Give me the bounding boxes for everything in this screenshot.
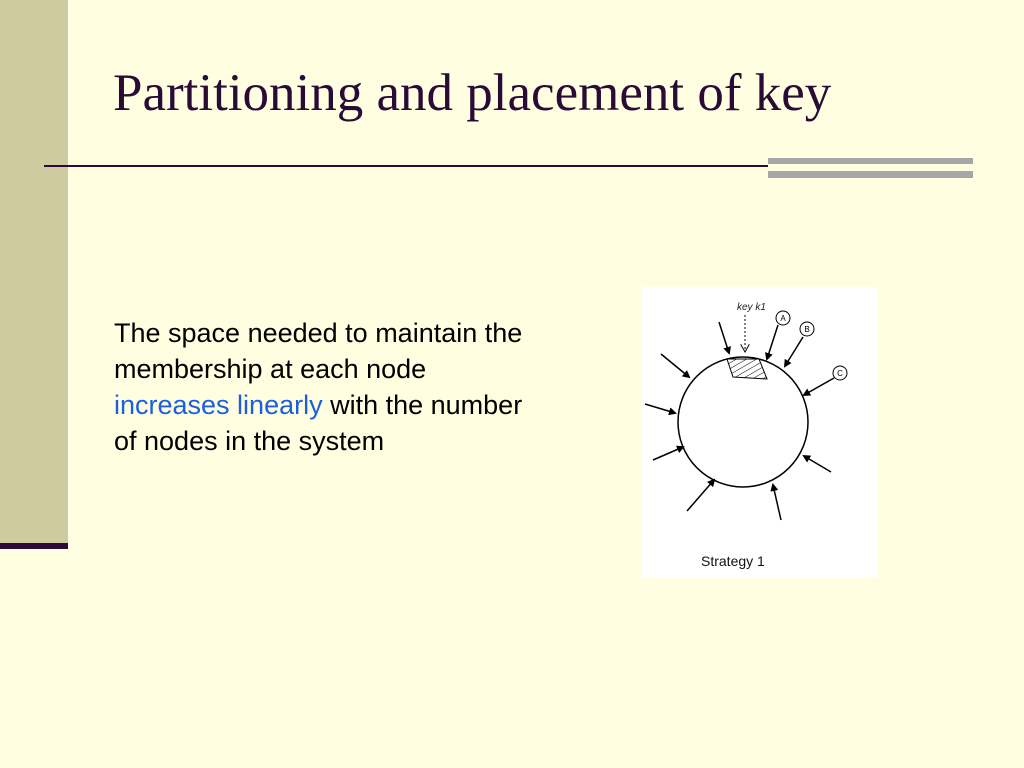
slide-title: Partitioning and placement of key xyxy=(113,64,832,122)
body-text-part2: with the number of nodes in the system xyxy=(114,390,523,456)
key-label: key k1 xyxy=(737,302,766,313)
node-a-label: A xyxy=(780,314,786,323)
node-arrow xyxy=(719,322,729,353)
node-arrow xyxy=(645,404,675,413)
node-arrow xyxy=(804,378,834,395)
key-range-segment xyxy=(727,359,767,379)
node-arrow xyxy=(661,354,689,377)
body-text-highlight: increases linearly xyxy=(114,390,323,420)
sidebar-underline xyxy=(0,543,68,549)
node-arrow xyxy=(687,480,714,511)
node-c-label: C xyxy=(837,369,843,378)
node-b-label: B xyxy=(804,325,810,334)
body-text-part1: The space needed to maintain the membership at each node xyxy=(114,318,523,384)
title-rule xyxy=(44,165,768,167)
node-arrow xyxy=(804,456,831,472)
node-arrow xyxy=(653,447,683,460)
title-rule-accent xyxy=(768,158,973,179)
slide-body-text xyxy=(114,315,524,459)
node-arrow xyxy=(767,325,778,359)
node-arrow xyxy=(773,485,781,520)
diagram-caption: Strategy 1 xyxy=(701,553,765,569)
node-arrows xyxy=(645,322,834,520)
ring-diagram-svg xyxy=(641,287,878,578)
sidebar-band xyxy=(0,0,68,548)
node-arrow xyxy=(785,337,803,366)
strategy-diagram xyxy=(641,287,878,578)
